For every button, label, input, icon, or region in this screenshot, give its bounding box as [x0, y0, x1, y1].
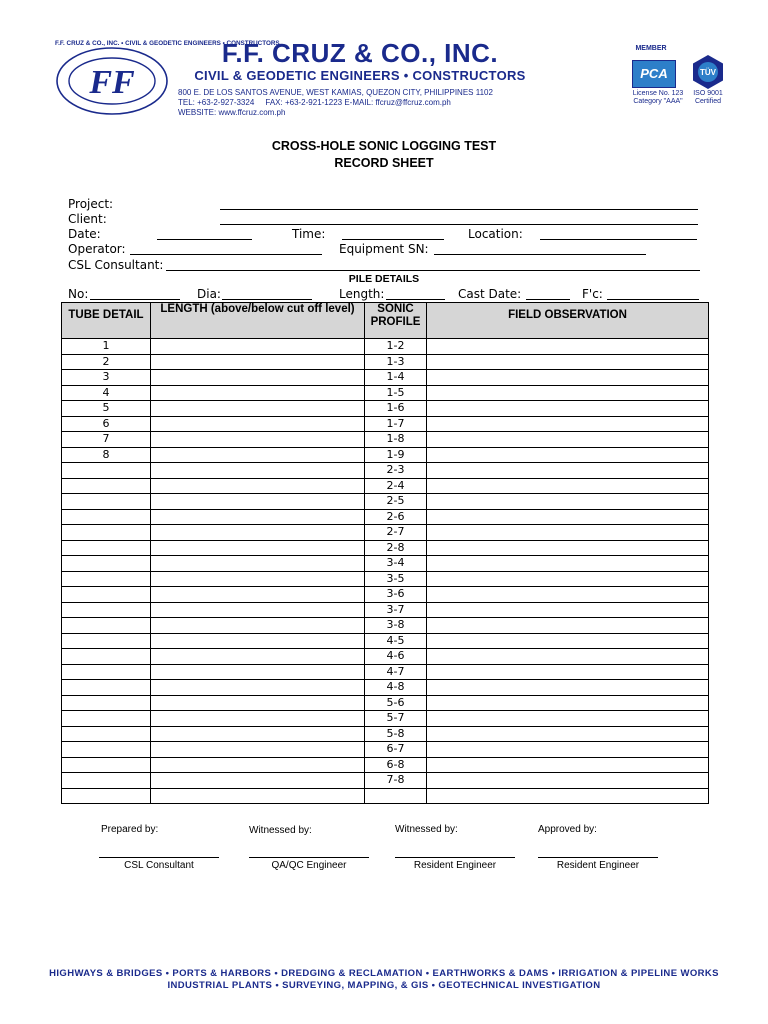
table-row [62, 711, 709, 727]
table-row [62, 618, 709, 634]
company-website: WEBSITE: www.ffcruz.com.ph [178, 108, 286, 117]
length-cell[interactable] [151, 447, 365, 463]
length-cell[interactable] [151, 509, 365, 525]
member-label: MEMBER [635, 45, 667, 52]
tube-detail-cell[interactable]: 1 [62, 339, 151, 355]
field-observation-cell[interactable] [427, 633, 709, 649]
sonic-profile-cell: 7-8 [365, 773, 427, 789]
field-observation-cell[interactable] [427, 664, 709, 680]
header-tube-detail: TUBE DETAIL [62, 303, 151, 339]
witnessed-by-label-2: Witnessed by: [395, 824, 458, 835]
field-observation-cell[interactable] [427, 556, 709, 572]
pile-details-heading: PILE DETAILS [348, 273, 420, 285]
tube-detail-cell[interactable] [62, 571, 151, 587]
table-row [62, 354, 709, 370]
cast-date-field[interactable] [526, 299, 570, 300]
field-observation-cell[interactable] [427, 463, 709, 479]
sonic-profile-cell: 5-8 [365, 726, 427, 742]
tube-detail-cell[interactable]: 6 [62, 416, 151, 432]
sonic-profile-cell: 1-8 [365, 432, 427, 448]
length-cell[interactable] [151, 339, 365, 355]
tube-detail-cell[interactable] [62, 509, 151, 525]
sonic-profile-cell: 6-7 [365, 742, 427, 758]
length-cell[interactable] [151, 494, 365, 510]
field-observation-cell[interactable] [427, 354, 709, 370]
tube-detail-cell[interactable] [62, 788, 151, 804]
csl-consultant-field[interactable] [166, 270, 700, 271]
field-observation-cell[interactable] [427, 447, 709, 463]
length-cell[interactable] [151, 602, 365, 618]
pca-logo [632, 60, 676, 88]
length-label: Length: [339, 287, 385, 301]
role-qaqc-engineer: QA/QC Engineer [271, 860, 347, 871]
sonic-profile-cell: 4-7 [365, 664, 427, 680]
company-address: 800 E. DE LOS SANTOS AVENUE, WEST KAMIAS, QUEZON CITY, PHILIPPINES 1102 [178, 88, 493, 97]
tube-detail-cell[interactable] [62, 695, 151, 711]
sonic-profile-cell: 1-3 [365, 354, 427, 370]
field-observation-cell[interactable] [427, 571, 709, 587]
pca-caption-line1: License No. 123 [632, 90, 684, 97]
tube-detail-cell[interactable] [62, 633, 151, 649]
table-row [62, 571, 709, 587]
sonic-profile-cell: 1-4 [365, 370, 427, 386]
pca-mark: PCA [640, 66, 668, 81]
sonic-profile-cell: 1-2 [365, 339, 427, 355]
field-observation-cell[interactable] [427, 509, 709, 525]
field-observation-cell[interactable] [427, 478, 709, 494]
time-label: Time: [292, 227, 326, 241]
tube-detail-cell[interactable]: 8 [62, 447, 151, 463]
date-field[interactable] [157, 239, 252, 240]
sonic-profile-cell: 1-9 [365, 447, 427, 463]
header-length: LENGTH (above/below cut off level) [151, 303, 365, 339]
tube-detail-cell[interactable] [62, 602, 151, 618]
sonic-profile-cell: 2-4 [365, 478, 427, 494]
field-observation-cell[interactable] [427, 339, 709, 355]
location-field[interactable] [540, 239, 697, 240]
header-sonic-profile: SONIC PROFILE [365, 303, 427, 339]
sonic-profile-cell: 2-5 [365, 494, 427, 510]
sonic-profile-cell [365, 788, 427, 804]
tube-detail-cell[interactable]: 3 [62, 370, 151, 386]
table-row [62, 339, 709, 355]
table-row [62, 416, 709, 432]
location-label: Location: [468, 227, 523, 241]
length-cell[interactable] [151, 711, 365, 727]
no-label: No: [68, 287, 89, 301]
length-cell[interactable] [151, 478, 365, 494]
length-cell[interactable] [151, 773, 365, 789]
table-row [62, 432, 709, 448]
length-cell[interactable] [151, 571, 365, 587]
sonic-profile-cell: 3-5 [365, 571, 427, 587]
fc-label: F'c: [582, 287, 603, 301]
dia-label: Dia: [197, 287, 221, 301]
length-cell[interactable] [151, 680, 365, 696]
csl-consultant-label: CSL Consultant: [68, 258, 164, 272]
field-observation-cell[interactable] [427, 742, 709, 758]
sonic-profile-cell: 1-5 [365, 385, 427, 401]
table-row [62, 478, 709, 494]
cast-date-label: Cast Date: [458, 287, 522, 301]
date-label: Date: [68, 227, 101, 241]
field-observation-cell[interactable] [427, 649, 709, 665]
equipment-sn-label: Equipment SN: [339, 242, 429, 256]
field-observation-cell[interactable] [427, 757, 709, 773]
field-observation-cell[interactable] [427, 726, 709, 742]
sonic-profile-cell: 3-4 [365, 556, 427, 572]
field-observation-cell[interactable] [427, 370, 709, 386]
table-row [62, 680, 709, 696]
tube-detail-cell[interactable]: 7 [62, 432, 151, 448]
logo-initials: FF [89, 64, 135, 101]
sonic-profile-cell: 4-6 [365, 649, 427, 665]
table-row [62, 556, 709, 572]
length-cell[interactable] [151, 649, 365, 665]
length-cell[interactable] [151, 587, 365, 603]
length-cell[interactable] [151, 726, 365, 742]
field-observation-cell[interactable] [427, 618, 709, 634]
length-cell[interactable] [151, 556, 365, 572]
project-field[interactable] [220, 209, 698, 210]
table-row [62, 401, 709, 417]
length-cell[interactable] [151, 463, 365, 479]
tube-detail-cell[interactable] [62, 711, 151, 727]
client-label: Client: [68, 212, 107, 226]
sonic-profile-cell: 5-7 [365, 711, 427, 727]
table-row [62, 633, 709, 649]
form-title: CROSS-HOLE SONIC LOGGING TEST [271, 139, 497, 153]
footer-services-line2: INDUSTRIAL PLANTS • SURVEYING, MAPPING, & GIS • GEOTECHNICAL INVESTIGATION [167, 980, 601, 991]
signature-line-1[interactable] [99, 857, 219, 858]
prepared-by-label: Prepared by: [101, 824, 159, 835]
sonic-profile-cell: 3-8 [365, 618, 427, 634]
role-resident-engineer-2: Resident Engineer [556, 860, 640, 871]
footer-services-line1: HIGHWAYS & BRIDGES • PORTS & HARBORS • DREDGING & RECLAMATION • EARTHWORKS & DAMS • IRRIGATION & PIPELINE WORKS [49, 968, 719, 979]
role-resident-engineer-1: Resident Engineer [413, 860, 497, 871]
field-observation-cell[interactable] [427, 494, 709, 510]
length-cell[interactable] [151, 432, 365, 448]
sonic-profile-cell: 5-6 [365, 695, 427, 711]
operator-label: Operator: [68, 242, 126, 256]
tuv-iso-logo [690, 54, 726, 90]
iso-mark: TÜV [700, 68, 716, 77]
field-observation-cell[interactable] [427, 773, 709, 789]
length-cell[interactable] [151, 416, 365, 432]
tube-detail-cell[interactable]: 5 [62, 401, 151, 417]
length-cell[interactable] [151, 757, 365, 773]
length-cell[interactable] [151, 401, 365, 417]
tube-detail-cell[interactable] [62, 649, 151, 665]
table-row [62, 370, 709, 386]
sonic-profile-cell: 3-7 [365, 602, 427, 618]
tube-detail-cell[interactable] [62, 618, 151, 634]
iso-caption [686, 90, 730, 106]
table-row [62, 587, 709, 603]
sonic-profile-cell: 1-7 [365, 416, 427, 432]
client-field[interactable] [220, 224, 698, 225]
company-subtitle: CIVIL & GEODETIC ENGINEERS • CONSTRUCTORS [194, 68, 526, 83]
length-cell[interactable] [151, 525, 365, 541]
iso-caption-line1: ISO 9001 [693, 90, 723, 97]
logo-ring-text: F.F. CRUZ & CO., INC. • CIVIL & GEODETIC ENGINEERS • CONSTRUCTORS [55, 40, 280, 47]
sonic-profile-cell: 2-8 [365, 540, 427, 556]
table-row [62, 773, 709, 789]
signature-line-2[interactable] [249, 857, 369, 858]
table-row [62, 463, 709, 479]
tube-detail-cell[interactable] [62, 726, 151, 742]
field-observation-cell[interactable] [427, 401, 709, 417]
tube-detail-cell[interactable] [62, 540, 151, 556]
sonic-profile-cell: 6-8 [365, 757, 427, 773]
field-observation-cell[interactable] [427, 587, 709, 603]
table-row [62, 540, 709, 556]
tube-detail-cell[interactable] [62, 478, 151, 494]
sonic-logging-table [61, 302, 709, 804]
length-cell[interactable] [151, 354, 365, 370]
tube-detail-cell[interactable] [62, 556, 151, 572]
length-field[interactable] [386, 299, 445, 300]
table-row [62, 602, 709, 618]
sonic-profile-cell: 2-7 [365, 525, 427, 541]
no-field[interactable] [90, 299, 180, 300]
header-field-observation: FIELD OBSERVATION [427, 303, 709, 339]
tube-detail-cell[interactable] [62, 742, 151, 758]
time-field[interactable] [342, 239, 444, 240]
length-cell[interactable] [151, 540, 365, 556]
sonic-profile-cell: 1-6 [365, 401, 427, 417]
tube-detail-cell[interactable] [62, 773, 151, 789]
field-observation-cell[interactable] [427, 788, 709, 804]
tube-detail-cell[interactable] [62, 757, 151, 773]
length-cell[interactable] [151, 695, 365, 711]
field-observation-cell[interactable] [427, 525, 709, 541]
tube-detail-cell[interactable] [62, 680, 151, 696]
operator-field[interactable] [130, 254, 322, 255]
signature-line-3[interactable] [395, 857, 515, 858]
field-observation-cell[interactable] [427, 695, 709, 711]
project-label: Project: [68, 197, 114, 211]
length-cell[interactable] [151, 664, 365, 680]
table-row [62, 726, 709, 742]
tube-detail-cell[interactable]: 4 [62, 385, 151, 401]
tube-detail-cell[interactable]: 2 [62, 354, 151, 370]
table-row [62, 385, 709, 401]
witnessed-by-label-1: Witnessed by: [249, 825, 312, 836]
table-row [62, 494, 709, 510]
length-cell[interactable] [151, 788, 365, 804]
sonic-profile-cell: 4-8 [365, 680, 427, 696]
company-name: F.F. CRUZ & CO., INC. [221, 38, 499, 68]
table-row [62, 525, 709, 541]
sonic-profile-cell: 2-3 [365, 463, 427, 479]
dia-field[interactable] [222, 299, 312, 300]
tube-detail-cell[interactable] [62, 587, 151, 603]
length-cell[interactable] [151, 370, 365, 386]
table-row [62, 509, 709, 525]
field-observation-cell[interactable] [427, 416, 709, 432]
company-contact: TEL: +63-2-927-3324 FAX: +63-2-921-1223 E-MAIL: ffcruz@ffcruz.com.ph [178, 98, 451, 107]
form-subtitle: RECORD SHEET [334, 156, 434, 170]
role-csl-consultant: CSL Consultant [124, 860, 194, 871]
sonic-profile-cell: 3-6 [365, 587, 427, 603]
table-row [62, 757, 709, 773]
tube-detail-cell[interactable] [62, 494, 151, 510]
length-cell[interactable] [151, 618, 365, 634]
length-cell[interactable] [151, 742, 365, 758]
length-cell[interactable] [151, 385, 365, 401]
pca-caption-line2: Category "AAA" [633, 98, 683, 105]
table-row [62, 447, 709, 463]
sonic-profile-cell: 2-6 [365, 509, 427, 525]
field-observation-cell[interactable] [427, 385, 709, 401]
sonic-profile-cell: 4-5 [365, 633, 427, 649]
table-row [62, 742, 709, 758]
tube-detail-cell[interactable] [62, 463, 151, 479]
approved-by-label: Approved by: [538, 824, 597, 835]
iso-caption-line2: Certified [694, 98, 722, 105]
table-row [62, 788, 709, 804]
tube-detail-cell[interactable] [62, 664, 151, 680]
signature-line-4[interactable] [538, 857, 658, 858]
field-observation-cell[interactable] [427, 711, 709, 727]
pca-caption [628, 90, 688, 106]
table-row [62, 649, 709, 665]
table-header-row [62, 303, 709, 339]
table-row [62, 664, 709, 680]
length-cell[interactable] [151, 633, 365, 649]
field-observation-cell[interactable] [427, 680, 709, 696]
equipment-sn-field[interactable] [434, 254, 646, 255]
table-row [62, 695, 709, 711]
field-observation-cell[interactable] [427, 602, 709, 618]
field-observation-cell[interactable] [427, 540, 709, 556]
fc-field[interactable] [607, 299, 699, 300]
tube-detail-cell[interactable] [62, 525, 151, 541]
field-observation-cell[interactable] [427, 432, 709, 448]
